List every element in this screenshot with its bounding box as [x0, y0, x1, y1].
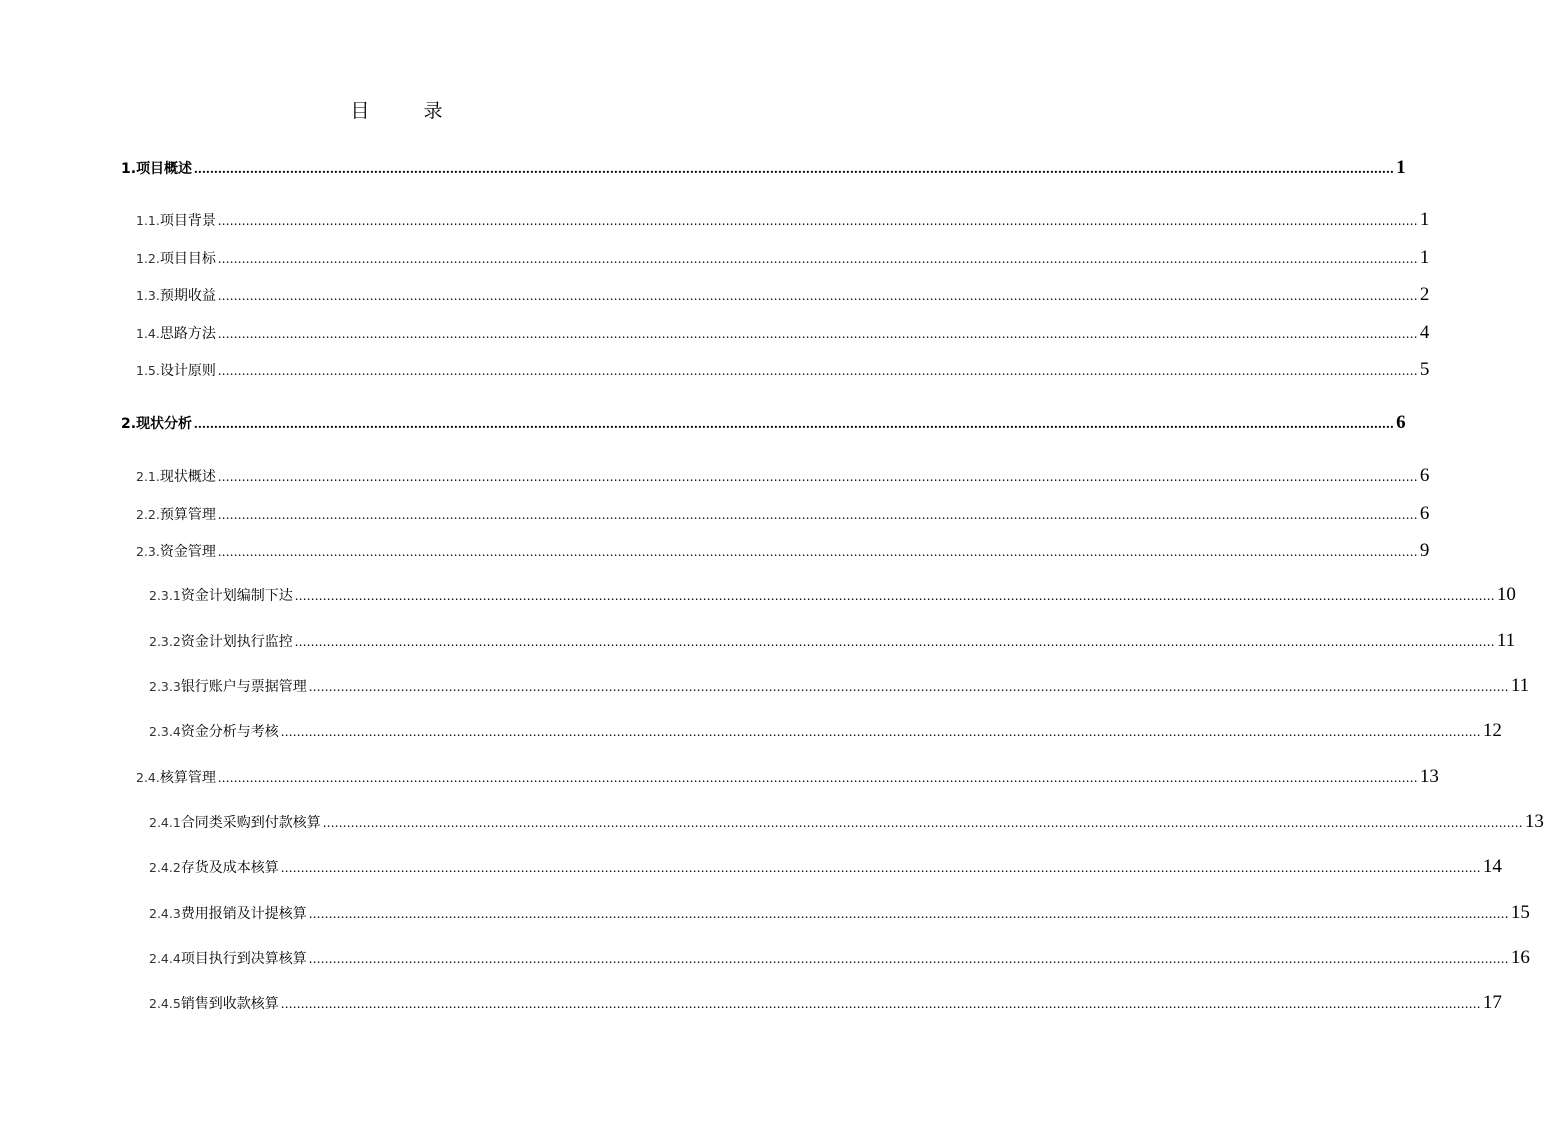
toc-entry-number: 2.4.2 [149, 860, 181, 875]
toc-entry-label: 资金计划编制下达 [180, 588, 293, 604]
toc-entry-page-number: 6 [1419, 503, 1430, 524]
toc-dot-leader: ............................................................................................................................................................................................................................................................................................................ [308, 952, 1509, 967]
toc-dot-leader: ............................................................................................................................................................................................................................................................................................................ [217, 545, 1418, 560]
toc-entry-label: 预期收益 [159, 288, 216, 304]
toc-entry[interactable] [149, 856, 1502, 878]
toc-entry[interactable] [149, 811, 1544, 833]
toc-entry-label: 预算管理 [159, 507, 216, 523]
toc-entry-page-number: 13 [1419, 766, 1439, 787]
toc-entry-number: 2.4.5 [149, 996, 181, 1011]
toc-entry-page-number: 12 [1482, 720, 1502, 741]
toc-entry[interactable] [149, 720, 1502, 742]
toc-entry-number: 1.4. [136, 326, 160, 341]
toc-entry-label: 项目概述 [136, 161, 193, 177]
toc-entry-page-number: 9 [1419, 540, 1430, 561]
toc-entry-number: 2.1. [136, 469, 160, 484]
toc-entry-page-number: 1 [1419, 209, 1430, 230]
toc-entry-number: 2.3.2 [149, 634, 181, 649]
toc-entry-number: 1. [121, 161, 137, 177]
toc-entry-number: 2.4. [136, 770, 160, 785]
toc-entry-number: 2.3.4 [149, 724, 181, 739]
toc-entry-number: 1.5. [136, 363, 160, 378]
toc-dot-leader: ............................................................................................................................................................................................................................................................................................................ [217, 508, 1418, 523]
toc-entry-number: 2.4.4 [149, 951, 181, 966]
toc-dot-leader: ............................................................................................................................................................................................................................................................................................................ [194, 417, 1395, 432]
toc-entry-number: 2.4.3 [149, 906, 181, 921]
toc-entry-page-number: 14 [1482, 856, 1502, 877]
toc-dot-leader: ............................................................................................................................................................................................................................................................................................................ [294, 635, 1495, 650]
toc-entry[interactable] [121, 157, 1406, 179]
toc-entry-page-number: 1 [1419, 247, 1430, 268]
toc-dot-leader: ............................................................................................................................................................................................................................................................................................................ [217, 289, 1418, 304]
toc-entry-number: 2.3.1 [149, 588, 181, 603]
toc-entry-number: 1.2. [136, 251, 160, 266]
toc-dot-leader: ............................................................................................................................................................................................................................................................................................................ [280, 997, 1481, 1012]
toc-entry[interactable] [149, 584, 1516, 606]
toc-entry-page-number: 15 [1510, 902, 1530, 923]
toc-entry[interactable] [121, 412, 1406, 434]
toc-dot-leader: ............................................................................................................................................................................................................................................................................................................ [217, 327, 1418, 342]
toc-entry-page-number: 6 [1396, 412, 1406, 433]
toc-entry[interactable] [149, 630, 1516, 652]
toc-entry-number: 2.3.3 [149, 679, 181, 694]
toc-entry-label: 存货及成本核算 [180, 860, 279, 876]
toc-entry-label: 银行账户与票据管理 [180, 679, 307, 695]
toc-entry[interactable] [149, 992, 1502, 1014]
toc-entry-page-number: 6 [1419, 465, 1430, 486]
toc-dot-leader: ............................................................................................................................................................................................................................................................................................................ [217, 364, 1418, 379]
toc-entry-page-number: 2 [1419, 284, 1430, 305]
toc-entry-label: 销售到收款核算 [180, 996, 279, 1012]
toc-dot-leader: ............................................................................................................................................................................................................................................................................................................ [308, 680, 1509, 695]
toc-title: 目 录 [350, 100, 467, 122]
toc-entry[interactable] [149, 902, 1530, 924]
toc-entry[interactable] [136, 322, 1430, 344]
toc-dot-leader: ............................................................................................................................................................................................................................................................................................................ [194, 162, 1395, 177]
toc-entry-label: 资金计划执行监控 [180, 634, 293, 650]
toc-entry[interactable] [136, 540, 1430, 562]
toc-dot-leader: ............................................................................................................................................................................................................................................................................................................ [280, 861, 1481, 876]
toc-dot-leader: ............................................................................................................................................................................................................................................................................................................ [280, 725, 1481, 740]
toc-dot-leader: ............................................................................................................................................................................................................................................................................................................ [217, 771, 1418, 786]
toc-entry-page-number: 5 [1419, 359, 1430, 380]
toc-dot-leader: ............................................................................................................................................................................................................................................................................................................ [322, 816, 1523, 831]
toc-entry-label: 资金分析与考核 [180, 724, 279, 740]
toc-entry-label: 思路方法 [159, 326, 216, 342]
toc-entry-label: 核算管理 [159, 770, 216, 786]
toc-entry-number: 2. [121, 416, 137, 432]
toc-entry[interactable] [136, 503, 1430, 525]
toc-entry[interactable] [136, 359, 1430, 381]
toc-entry-number: 2.4.1 [149, 815, 181, 830]
toc-entry-number: 2.2. [136, 507, 160, 522]
toc-dot-leader: ............................................................................................................................................................................................................................................................................................................ [294, 589, 1495, 604]
toc-entry-page-number: 16 [1510, 947, 1530, 968]
toc-entry[interactable] [136, 209, 1430, 231]
toc-entry-label: 资金管理 [159, 544, 216, 560]
toc-entry-label: 现状分析 [136, 416, 193, 432]
toc-entry-label: 合同类采购到付款核算 [180, 815, 321, 831]
toc-entry-page-number: 13 [1524, 811, 1544, 832]
toc-entry-label: 现状概述 [159, 469, 216, 485]
toc-entry-page-number: 4 [1419, 322, 1430, 343]
toc-dot-leader: ............................................................................................................................................................................................................................................................................................................ [217, 470, 1418, 485]
toc-entry-page-number: 11 [1496, 630, 1516, 651]
toc-entry-page-number: 10 [1496, 584, 1516, 605]
toc-dot-leader: ............................................................................................................................................................................................................................................................................................................ [308, 907, 1509, 922]
toc-entry-page-number: 17 [1482, 992, 1502, 1013]
toc-entry-number: 2.3. [136, 544, 160, 559]
toc-entry-number: 1.3. [136, 288, 160, 303]
toc-entry[interactable] [136, 766, 1439, 788]
toc-entry-label: 设计原则 [159, 363, 216, 379]
toc-entry-label: 项目执行到决算核算 [180, 951, 307, 967]
toc-entry-label: 项目目标 [159, 251, 216, 267]
toc-dot-leader: ............................................................................................................................................................................................................................................................................................................ [217, 214, 1418, 229]
toc-entry[interactable] [149, 947, 1530, 969]
toc-entry[interactable] [149, 675, 1530, 697]
toc-entry-page-number: 11 [1510, 675, 1530, 696]
toc-dot-leader: ............................................................................................................................................................................................................................................................................................................ [217, 252, 1418, 267]
toc-entry-label: 项目背景 [159, 213, 216, 229]
toc-entry-number: 1.1. [136, 213, 160, 228]
toc-entry[interactable] [136, 247, 1430, 269]
toc-entry[interactable] [136, 284, 1430, 306]
toc-entry-page-number: 1 [1396, 157, 1406, 178]
toc-entry-label: 费用报销及计提核算 [180, 906, 307, 922]
toc-entry[interactable] [136, 465, 1430, 487]
